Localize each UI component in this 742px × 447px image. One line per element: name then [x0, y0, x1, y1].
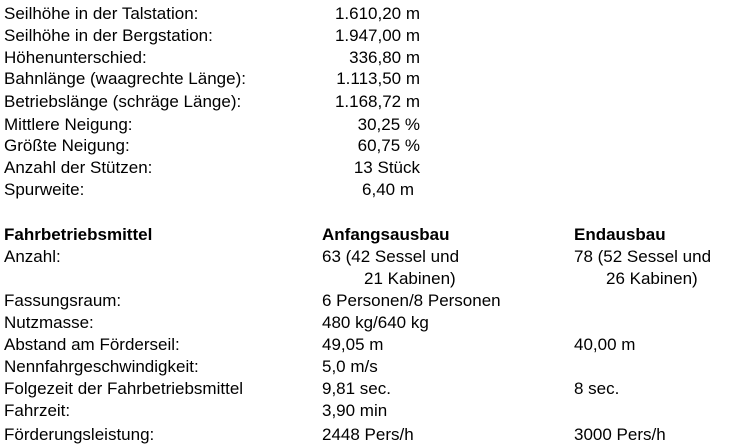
spec-row: [0, 135, 742, 157]
vehicle-initial: 49,05 m: [322, 335, 384, 354]
vehicle-row: [0, 378, 742, 400]
vehicle-label: Fahrzeit:: [4, 401, 71, 420]
spec-value: 1.168,72 m: [334, 92, 420, 111]
spec-label: Anzahl der Stützen:: [4, 158, 153, 177]
spec-value: 1.113,50 m: [336, 69, 420, 88]
vehicle-label: Nennfahrgeschwindigkeit:: [4, 357, 199, 376]
vehicle-final: 40,00 m: [574, 335, 636, 354]
vehicle-label: Nutzmasse:: [4, 313, 94, 332]
header-initial: Anfangsausbau: [322, 225, 450, 244]
vehicle-initial: 5,0 m/s: [322, 357, 378, 376]
vehicle-initial: 480 kg/640 kg: [322, 313, 429, 332]
spec-label: Betriebslänge (schräge Länge):: [4, 92, 242, 111]
vehicle-row: [0, 400, 742, 422]
vehicle-initial: 2448 Pers/h: [322, 425, 414, 444]
spec-value: 60,75 %: [357, 136, 420, 155]
vehicle-label: Förderungsleistung:: [4, 425, 155, 444]
spec-label: Seilhöhe in der Talstation:: [4, 4, 199, 23]
vehicle-label: Folgezeit der Fahrbetriebsmittel: [4, 379, 244, 398]
spec-label: Seilhöhe in der Bergstation:: [4, 26, 213, 45]
vehicle-row-anzahl-cont: [0, 268, 742, 290]
vehicle-final: 78 (52 Sessel und: [574, 247, 712, 266]
spec-label: Mittlere Neigung:: [4, 115, 133, 134]
vehicle-label: Anzahl:: [4, 247, 61, 266]
spec-value: 6,40 m: [362, 180, 414, 199]
vehicle-initial: 3,90 min: [322, 401, 388, 420]
vehicle-row: [0, 290, 742, 312]
spec-value: 336,80 m: [349, 48, 420, 67]
spec-row: [0, 91, 742, 113]
spec-row: [0, 25, 742, 47]
vehicle-initial: 9,81 sec.: [322, 379, 391, 398]
vehicle-label: Abstand am Förderseil:: [4, 335, 180, 354]
spec-value: 13 Stück: [353, 158, 420, 177]
vehicle-final: 3000 Pers/h: [574, 425, 666, 444]
spec-label: Bahnlänge (waagrechte Länge):: [4, 69, 246, 88]
vehicle-row: [0, 334, 742, 356]
spec-row: [0, 68, 742, 90]
vehicle-row-anzahl: [0, 246, 742, 268]
vehicle-row: [0, 312, 742, 334]
spec-row: [0, 157, 742, 179]
vehicle-initial: 63 (42 Sessel und: [322, 247, 460, 266]
spec-value: 30,25 %: [357, 115, 420, 134]
spec-row: [0, 114, 742, 136]
header-final: Endausbau: [574, 225, 666, 244]
spec-label: Spurweite:: [4, 180, 85, 199]
spec-label: Höhenunterschied:: [4, 48, 147, 67]
vehicles-header-row: [0, 224, 742, 246]
spec-value: 1.947,00 m: [334, 26, 420, 45]
spec-row: [0, 3, 742, 25]
vehicle-label: Fassungsraum:: [4, 291, 122, 310]
vehicle-row: [0, 356, 742, 378]
vehicle-row: [0, 424, 742, 446]
vehicle-final: 8 sec.: [574, 379, 620, 398]
vehicle-final: 26 Kabinen): [606, 269, 698, 288]
vehicle-initial: 6 Personen/8 Personen: [322, 291, 501, 310]
spec-label: Größte Neigung:: [4, 136, 130, 155]
spec-value: 1.610,20 m: [334, 4, 420, 23]
spec-row: [0, 179, 742, 201]
spec-row: [0, 47, 742, 69]
header-label: Fahrbetriebsmittel: [4, 225, 153, 244]
vehicle-initial: 21 Kabinen): [364, 269, 456, 288]
